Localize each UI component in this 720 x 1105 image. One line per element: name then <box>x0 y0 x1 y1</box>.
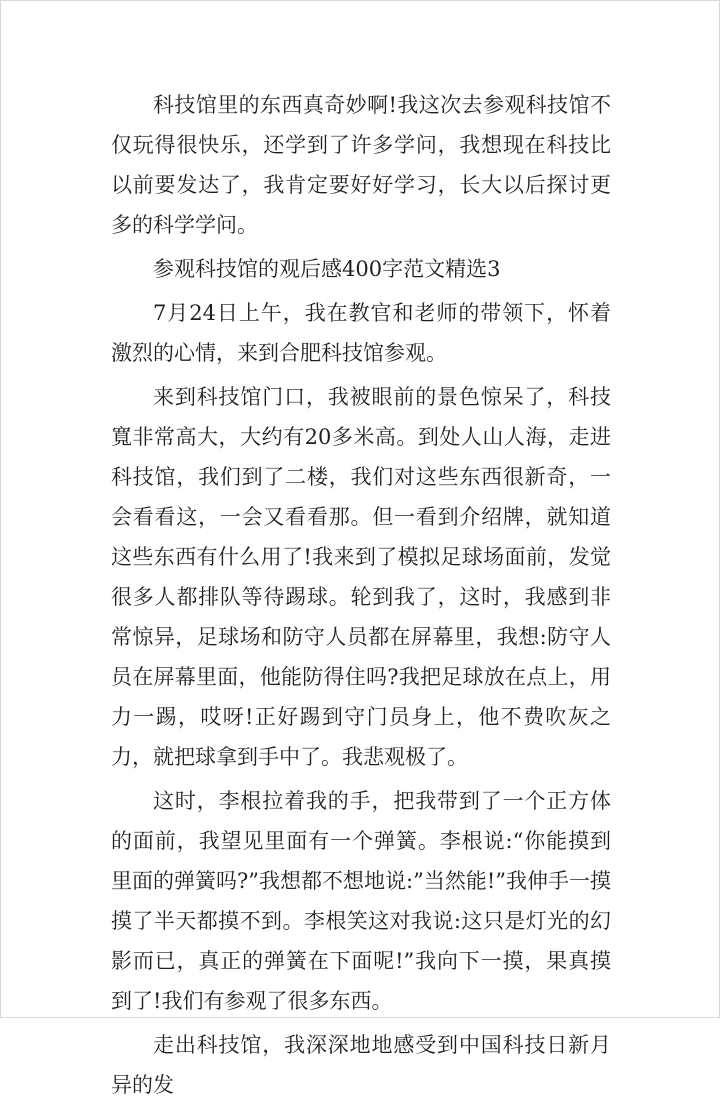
paragraph-football: 来到科技馆门口，我被眼前的景色惊呆了，科技寬非常高大，大约有20多米高。到处人山人海，走进科技馆，我们到了二楼，我们对这些东西很新奇，一会看看这，一会又看看那。但一看到介绍牌，就知道这些东西有什么用了!我来到了模拟足球场面前，发觉很多人都排队等待踢球。轮到我了，这时，我感到非常惊异，足球场和防守人员都在屏幕里，我想:防守人员在屏幕里面，他能防得住吗?我把足球放在点上，用力一踢，哎呀!正好踢到守门员身上，他不费吹灰之力，就把球拿到手中了。我悲观极了。 <box>111 385 611 769</box>
section-heading: 参观科技馆的观后感400字范文精选3 <box>153 257 501 281</box>
paragraph-intro: 7月24日上午，我在教官和老师的带领下，怀着激烈的心情，来到合肥科技馆参观。 <box>111 301 611 365</box>
paragraph-conclusion: 科技馆里的东西真奇妙啊!我这次去参观科技馆不仅玩得很快乐，还学到了许多学问，我想现在科技比以前要发达了，我肯定要好好学习，长大以后探讨更多的科学学问。 <box>111 93 611 237</box>
document-body <box>111 85 611 1105</box>
paragraph-spring: 这时，李根拉着我的手，把我带到了一个正方体的面前，我望见里面有一个弹簧。李根说:“你能摸到里面的弹簧吗?”我想都不想地说:”当然能!”我伸手一摸摸了半天都摸不到。李根笑这对我说:这只是灯光的幻影而已，真正的弹簧在下面呢!”我向下一摸，果真摸到了!我们有参观了很多东西。 <box>111 789 611 1013</box>
paragraph-ending: 走出科技馆，我深深地地感受到中国科技日新月异的发 <box>111 1033 611 1097</box>
